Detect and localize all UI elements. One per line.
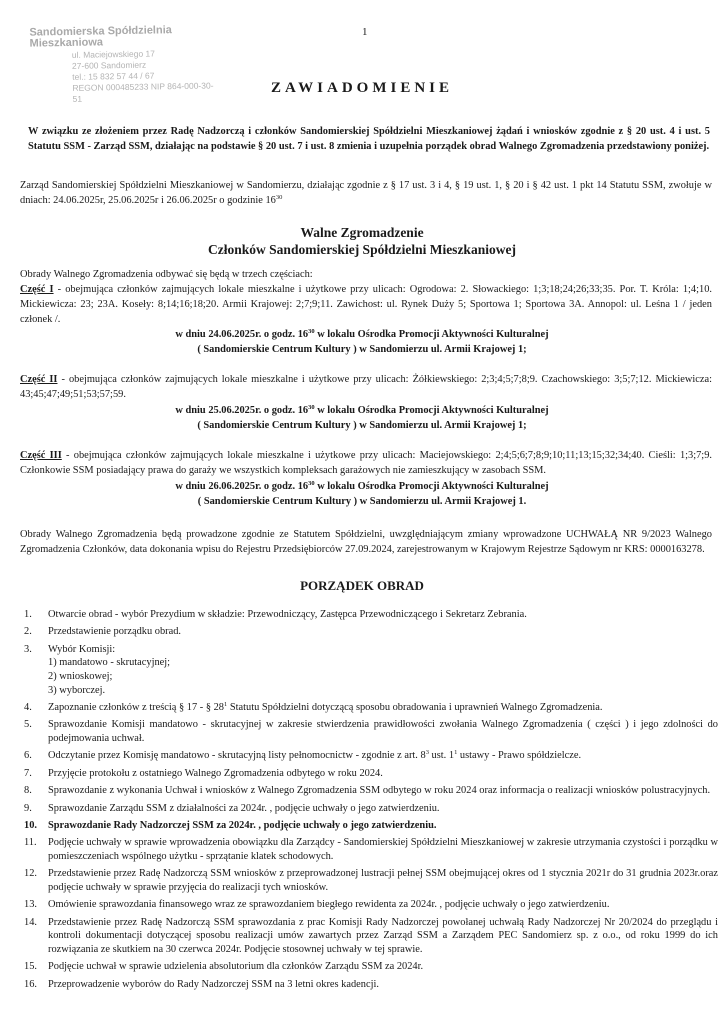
agenda-item <box>24 701 718 715</box>
document-title: ZAWIADOMIENIE <box>270 80 454 96</box>
agenda-item-number: 4. <box>24 701 32 713</box>
agenda-item <box>24 898 718 912</box>
agenda-item <box>24 836 718 863</box>
agenda-item-text: Przeprowadzenie wyborów do Rady Nadzorczej SSM na 3 letni okres kadencji. <box>48 978 379 990</box>
committee-option: 1) mandatowo - skrutacyjnej; <box>48 657 171 669</box>
part2-label: Część II <box>20 374 58 385</box>
agenda-item-number: 11. <box>24 837 37 849</box>
agenda-item-number: 16. <box>24 978 37 990</box>
committee-option: 2) wnioskowej; <box>48 670 113 682</box>
convocation-paragraph <box>20 178 712 208</box>
convocation-text: Zarząd Sandomierskiej Spółdzielni Mieszkaniowej w Sandomierzu, działając zgodnie z § 17 ust. 3 i 4, § 19 ust. 1, § 20 i § 42 ust. 1 pkt 14 Statutu SSM, zwołuje w dniach: 24.06.2025r, 25.06.2025r i 26.06.2025r o godzinie 16 <box>20 180 712 206</box>
agenda-item-sup: 1 <box>224 700 228 708</box>
part2-text: - obejmująca członków zajmujących lokale mieszkalne i użytkowe przy ulicach: Żółkiewskiego: 2;3;4;5;7;8;9. Czachowskiego: 3;5;7;12. Mickiewicza: 43;45;47;49;51;53;57;59. <box>20 374 712 400</box>
agenda-item <box>24 819 718 833</box>
agenda-item-text: Sprawozdanie Rady Nadzorczej SSM za 2024r. , podjęcie uchwały o jego zatwierdzeniu. <box>48 819 437 831</box>
agenda-item-text: Zapoznanie członków z treścią § 17 - § 28 <box>48 701 224 713</box>
stamp-city: 27-600 Sandomierz <box>71 59 147 71</box>
agenda-item-text: Sprawozdanie Zarządu SSM z działalności za 2024r. , podjęcie uchwały o jego zatwierdzeniu. <box>48 802 440 814</box>
agenda-item-text: Otwarcie obrad - wybór Prezydium w składzie: Przewodniczący, Zastępca Przewodniczącego i Sekretarz Zebrania. <box>48 609 527 620</box>
agenda-item-number: 12. <box>24 868 37 880</box>
part3-venue: w lokalu Ośrodka Promocji Aktywności Kulturalnej <box>314 481 549 492</box>
part3-venue-line2: ( Sandomierskie Centrum Kultury ) w Sandomierzu ul. Armii Krajowej 1. <box>197 496 527 507</box>
agenda-item <box>24 867 718 894</box>
part3-paragraph <box>20 448 712 478</box>
part1-text: - obejmująca członków zajmujących lokale mieszkalne i użytkowe przy ulicach: Ogrodowa: 2. Słowackiego: 1;3;18;24;26;33;35. Por. T. Króla: 1;4;10. Mickiewicza: 23; 23A. Koseły: 8;14;16;18;20. Armii Krajowej: 2;7;9;11. Zawichost: ul. Rynek Duży 5; Sportowa 1; Sportowa 3A. Annopol: ul. Leśna 1 / jeden członek /. <box>20 284 713 325</box>
agenda-item-text: Przyjęcie protokołu z ostatniego Walnego Zgromadzenia odbytego w roku 2024. <box>48 767 383 779</box>
agenda-list <box>24 608 718 995</box>
agenda-item <box>24 960 718 974</box>
agenda-item-text: Odczytanie przez Komisję mandatowo - skrutacyjną listy pełnomocnictw - zgodnie z art. 8 <box>48 750 426 762</box>
agenda-item-text: Omówienie sprawozdania finansowego wraz ze sprawozdaniem biegłego rewidenta za 2024r. , podjęcie uchwały o jego zatwierdzeniu. <box>48 899 610 911</box>
stamp-name: Sandomierska Spółdzielnia Mieszkaniowa <box>29 24 172 50</box>
agenda-item-text: Wybór Komisji: <box>48 643 116 655</box>
agenda-item-sup: 1 <box>454 749 458 757</box>
part3-date: w dniu 26.06.2025r. o godz. 16 <box>175 481 309 492</box>
stamp-street: ul. Maciejowskiego 17 <box>71 48 156 60</box>
part2-venue-line2: ( Sandomierskie Centrum Kultury ) w Sandomierzu ul. Armii Krajowej 1; <box>197 420 527 431</box>
intro-paragraph: W związku ze złożeniem przez Radę Nadzorczą i członków Sandomierskiej Spółdzielni Mieszkaniowej żądań i wniosków zgodnie z § 20 ust. 4 i ust. 5 Statutu SSM - Zarząd SSM, działając na podstawie § 20 ust. 7 i ust. 8 zmienia i uzupełnia porządek obrad Walnego Zgromadzenia przedstawiony poniżej. <box>28 126 710 152</box>
agenda-item-number: 9. <box>24 802 32 814</box>
agenda-item-text: Podjęcie uchwały w sprawie wprowadzenia obowiązku dla Zarządcy - Sandomierskiej Spółdzielni Mieszkaniowej w zakresie utrzymania czystości i porządku w pomieszczeniach wspólnego użytku - sprzątanie klatek schodowych. <box>48 837 718 862</box>
statute-note: Obrady Walnego Zgromadzenia będą prowadzone zgodnie ze Statutem Spółdzielni, uwzględniającym zmiany wprowadzone UCHWAŁĄ NR 9/2023 Walnego Zgromadzenia Członków, data dokonania wpisu do Rejestru Przedsiębiorców 27.09.2024, zarejestrowanym w Krajowym Rejestrze Sądowym nr KRS: 0000163278. <box>20 529 712 555</box>
part1-venue: w lokalu Ośrodka Promocji Aktywności Kulturalnej <box>314 329 549 340</box>
agenda-item-number: 15. <box>24 961 37 973</box>
assembly-heading-line2: Członków Sandomierskiej Spółdzielni Mieszkaniowej <box>208 242 516 257</box>
part1-label: Część I <box>20 284 54 295</box>
page-number: 1 <box>362 26 368 38</box>
part1-paragraph <box>20 282 712 327</box>
agenda-item <box>24 784 718 798</box>
stamp-regon: REGON 000485233 NIP 864-000-30-51 <box>72 80 214 104</box>
agenda-item <box>24 608 718 622</box>
agenda-item-text: Sprawozdanie Komisji mandatowo - skrutacyjnej w zakresie stwierdzenia prawidłowości zwołania Walnego Zgromadzenia ( części ) i jego zdolności do podejmowania uchwał. <box>48 719 718 744</box>
assembly-heading-line1: Walne Zgromadzenie <box>300 225 424 240</box>
agenda-item-number: 2. <box>24 626 32 638</box>
agenda-item-number: 7. <box>24 767 32 779</box>
part3-when <box>0 479 724 495</box>
part3-label: Część III <box>20 450 62 461</box>
part2-paragraph <box>20 372 712 402</box>
agenda-item-number: 5. <box>24 719 32 731</box>
part1-date: w dniu 24.06.2025r. o godz. 16 <box>175 329 309 340</box>
agenda-item <box>24 749 718 763</box>
part1-when <box>0 327 724 343</box>
part1-time-sup: 30 <box>308 328 315 335</box>
agenda-item-number: 1. <box>24 609 32 620</box>
convocation-time-sup: 30 <box>275 194 283 201</box>
part2-when <box>0 403 724 419</box>
part1-venue-line2: ( Sandomierskie Centrum Kultury ) w Sandomierzu ul. Armii Krajowej 1; <box>197 344 527 355</box>
committee-option: 3) wyborczej. <box>48 684 106 696</box>
agenda-item <box>24 718 718 745</box>
part2-time-sup: 30 <box>308 404 315 411</box>
stamp-phone: tel.: 15 832 57 44 / 67 <box>72 70 155 82</box>
agenda-item-number: 8. <box>24 785 32 797</box>
agenda-item <box>24 978 718 992</box>
agenda-item-text: Przedstawienie porządku obrad. <box>48 626 182 638</box>
agenda-item-text-cont: ust. 1 <box>428 750 455 762</box>
agenda-item-text-cont: ustawy - Prawo spółdzielcze. <box>457 750 582 762</box>
agenda-item <box>24 802 718 816</box>
agenda-item-number: 10. <box>24 819 37 831</box>
part2-date: w dniu 25.06.2025r. o godz. 16 <box>175 405 309 416</box>
part3-time-sup: 30 <box>308 480 315 487</box>
agenda-item <box>24 916 718 957</box>
agenda-item-number: 14. <box>24 916 37 928</box>
agenda-item-text: Podjęcie uchwał w sprawie udzielenia absolutorium dla członków Zarządu SSM za 2024r. <box>48 961 424 973</box>
parts-intro: Obrady Walnego Zgromadzenia odbywać się będą w trzech częściach: <box>20 269 313 280</box>
agenda-item-text: Przedstawienie przez Radę Nadzorczą SSM sprawozdania z prac Komisji Rady Nadzorczej powołanej uchwałą Rady Nadzorczej Nr 20/2024 do przeglądu i kontroli dokumentacji dotyczącej sposobu realizacji umów zawartych przez Zarząd SSM a Zarządem PEC Sandomierz sp. z o.o., od roku 1999 do ich rozwiązania ze skutkiem na 30 czerwca 2024r. Podjęcie stosownej uchwały w tej sprawie. <box>48 916 718 955</box>
agenda-item-number: 13. <box>24 899 37 911</box>
agenda-item <box>24 643 718 697</box>
part3-text: - obejmująca członków zajmujących lokale mieszkalne i użytkowe przy ulicach: Maciejowskiego: 2;4;5;6;7;8;9;10;11;13;15;32;34;40. Cieśli: 1;3;7;9. Członkowie SSM posiadający prawa do garaży we wszystkich kompleksach garażowych nie zamieszkujący w zasobach SSM. <box>20 450 712 476</box>
agenda-item <box>24 767 718 781</box>
agenda-item <box>24 625 718 639</box>
agenda-item-number: 6. <box>24 750 32 762</box>
part2-venue: w lokalu Ośrodka Promocji Aktywności Kulturalnej <box>314 405 549 416</box>
agenda-item-text: Przedstawienie przez Radę Nadzorczą SSM wniosków z przeprowadzonej lustracji pełnej SSM obejmującej okres od 1 stycznia 2021r do 31 grudnia 2023r.oraz podjęcie uchwały w sprawie przyjęcia do realizacji tych wniosków. <box>48 868 718 893</box>
agenda-title: PORZĄDEK OBRAD <box>300 578 424 593</box>
agenda-item-sup: 3 <box>425 749 429 757</box>
agenda-item-text: Sprawozdanie z wykonania Uchwał i wniosków z Walnego Zgromadzenia SSM odbytego w roku 2024 oraz informacja o realizacji wniosków polustracyjnych. <box>48 785 711 797</box>
agenda-item-number: 3. <box>24 643 32 655</box>
agenda-item-text-cont: Statutu Spółdzielni dotyczącą sposobu obradowania i uprawnień Walnego Zgromadzenia. <box>227 701 603 713</box>
